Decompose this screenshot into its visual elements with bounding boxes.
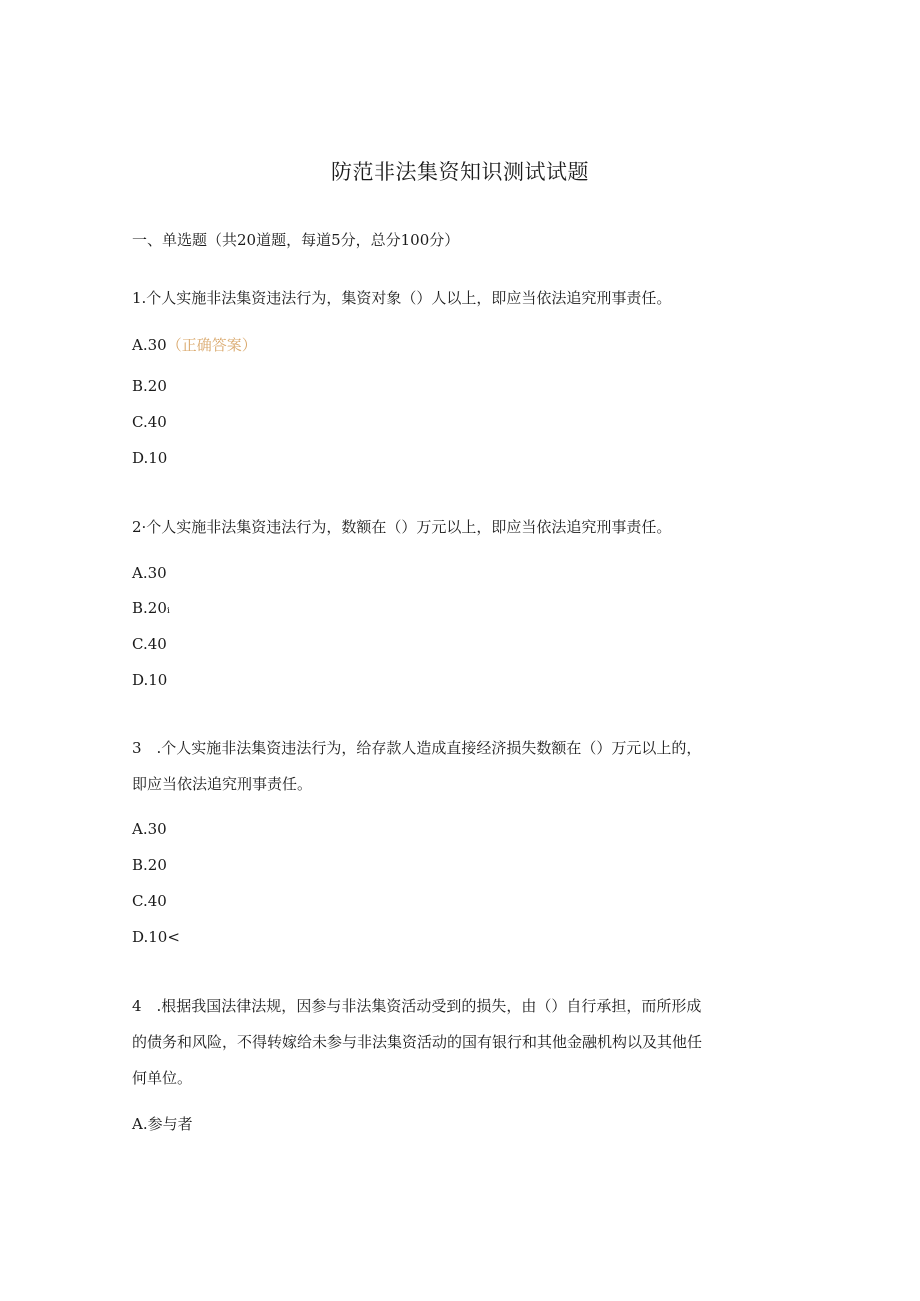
question-4-option-a: A.参与者: [132, 1115, 193, 1133]
question-1-option-a: [132, 334, 257, 356]
section-heading: 一、单选题（共20道题，每道5分，总分100分）: [132, 231, 460, 249]
correct-answer-tag: （正确答案）: [166, 336, 257, 354]
question-4-text-line-3: 何单位。: [132, 1069, 193, 1087]
question-4-text-line-1: 4 .根据我国法律法规，因参与非法集资活动受到的损失，由（）自行承担，而所形成: [132, 997, 702, 1015]
question-3-option-d: D.10<: [132, 928, 180, 946]
question-3-option-c: C.40: [132, 892, 167, 910]
question-1-option-b: B.20: [132, 377, 167, 395]
question-2-option-a: A.30: [132, 564, 167, 582]
question-2-option-d: D.10: [132, 671, 168, 689]
question-1-option-d: D.10: [132, 449, 168, 467]
option-label: A.30: [132, 336, 167, 354]
question-3-text-line-2: 即应当依法追究刑事责任。: [132, 775, 313, 793]
question-3-option-a: A.30: [132, 820, 167, 838]
question-1-text: 1.个人实施非法集资违法行为，集资对象（）人以上，即应当依法追究刑事责任。: [132, 289, 672, 307]
question-3-text-line-1: 3 .个人实施非法集资违法行为，给存款人造成直接经济损失数额在（）万元以上的，: [132, 739, 702, 757]
question-4-text-line-2: 的债务和风险，不得转嫁给未参与非法集资活动的国有银行和其他金融机构以及其他任: [132, 1033, 703, 1051]
question-2-option-b: B.20ᵢ: [132, 599, 170, 617]
question-2-option-c: C.40: [132, 635, 167, 653]
question-3-option-b: B.20: [132, 856, 167, 874]
page-title: 防范非法集资知识测试试题: [331, 160, 589, 184]
question-1-option-c: C.40: [132, 413, 167, 431]
question-2-text: 2·个人实施非法集资违法行为，数额在（）万元以上，即应当依法追究刑事责任。: [132, 518, 672, 536]
